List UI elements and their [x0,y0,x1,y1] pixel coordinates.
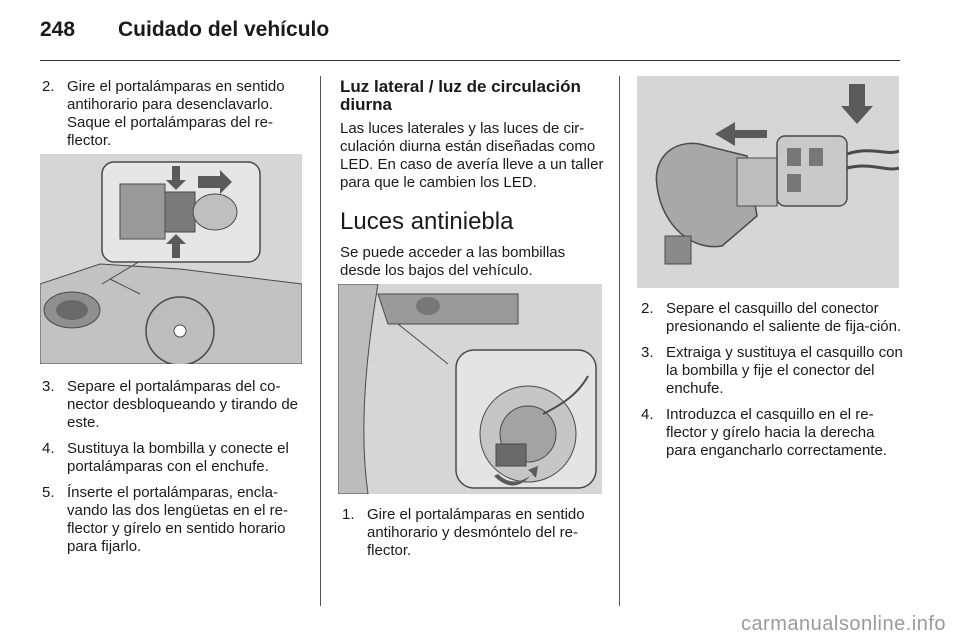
list-item [42,78,310,150]
step-number: 3. [42,378,55,395]
steps-list-col1-top [42,78,310,158]
step-text: Gire el portalámparas en sentido antihorario para desenclavarlo. Saque el portalámparas del re-flector. [67,78,285,149]
figure-fog-lamp [338,284,602,494]
step-text: Sustituya la bombilla y conecte el portalámparas con el enchufe. [67,440,289,475]
step-number: 4. [641,406,654,423]
list-item [342,506,607,560]
step-number: 2. [641,300,654,317]
list-item [641,300,903,336]
figure-headlight-bulb-holder [40,154,302,364]
step-text: Extraiga y sustituya el casquillo con la bombilla y fije el conector del enchufe. [666,344,903,397]
fog-lamp-illustration [338,284,602,494]
heading-fog-lights: Luces antiniebla [340,208,514,235]
list-item [641,344,903,398]
steps-list-col3 [641,300,903,468]
column-divider-2 [619,76,620,606]
heading-side-lights: Luz lateral / luz de circulación diurna [340,77,581,114]
paragraph-fog-lights: Se puede acceder a las bombillas desde los bajos del vehículo. [340,244,566,279]
list-item [42,484,310,556]
list-item [641,406,903,460]
step-number: 5. [42,484,55,501]
page-number: 248 [40,18,76,41]
watermark: carmanualsonline.info [740,613,946,635]
step-number: 1. [342,506,355,523]
figure-bulb-socket [637,76,899,288]
step-text: Separe el portalámparas del co-nector desbloqueando y tirando de este. [67,378,299,431]
section-title: Cuidado del vehículo [118,18,330,41]
step-text: Ínserte el portalámparas, encla-vando las dos lengüetas en el re-flector y gírelo en sentido horario para fijarlo. [67,484,288,555]
step-text: Introduzca el casquillo en el re-flector y gírelo hacia la derecha para engancharlo correctamente. [666,406,887,459]
steps-list-col1-bottom [42,378,310,564]
step-text: Gire el portalámparas en sentido antihorario y desmóntelo del re-flector. [367,506,585,559]
header-rule [40,60,900,61]
step-text: Separe el casquillo del conector presionando el saliente de fija-ción. [666,300,902,335]
step-number: 3. [641,344,654,361]
headlight-illustration [40,154,302,364]
paragraph-side-lights: Las luces laterales y las luces de cir-culación diurna están diseñadas como LED. En caso de avería lleve a un taller para que le cambien los LED. [340,120,604,191]
steps-list-col2 [342,506,607,568]
bulb-socket-illustration [637,76,899,288]
page-header [40,18,900,58]
step-number: 2. [42,78,55,95]
column-divider-1 [320,76,321,606]
list-item [42,440,310,476]
step-number: 4. [42,440,55,457]
list-item [42,378,310,432]
